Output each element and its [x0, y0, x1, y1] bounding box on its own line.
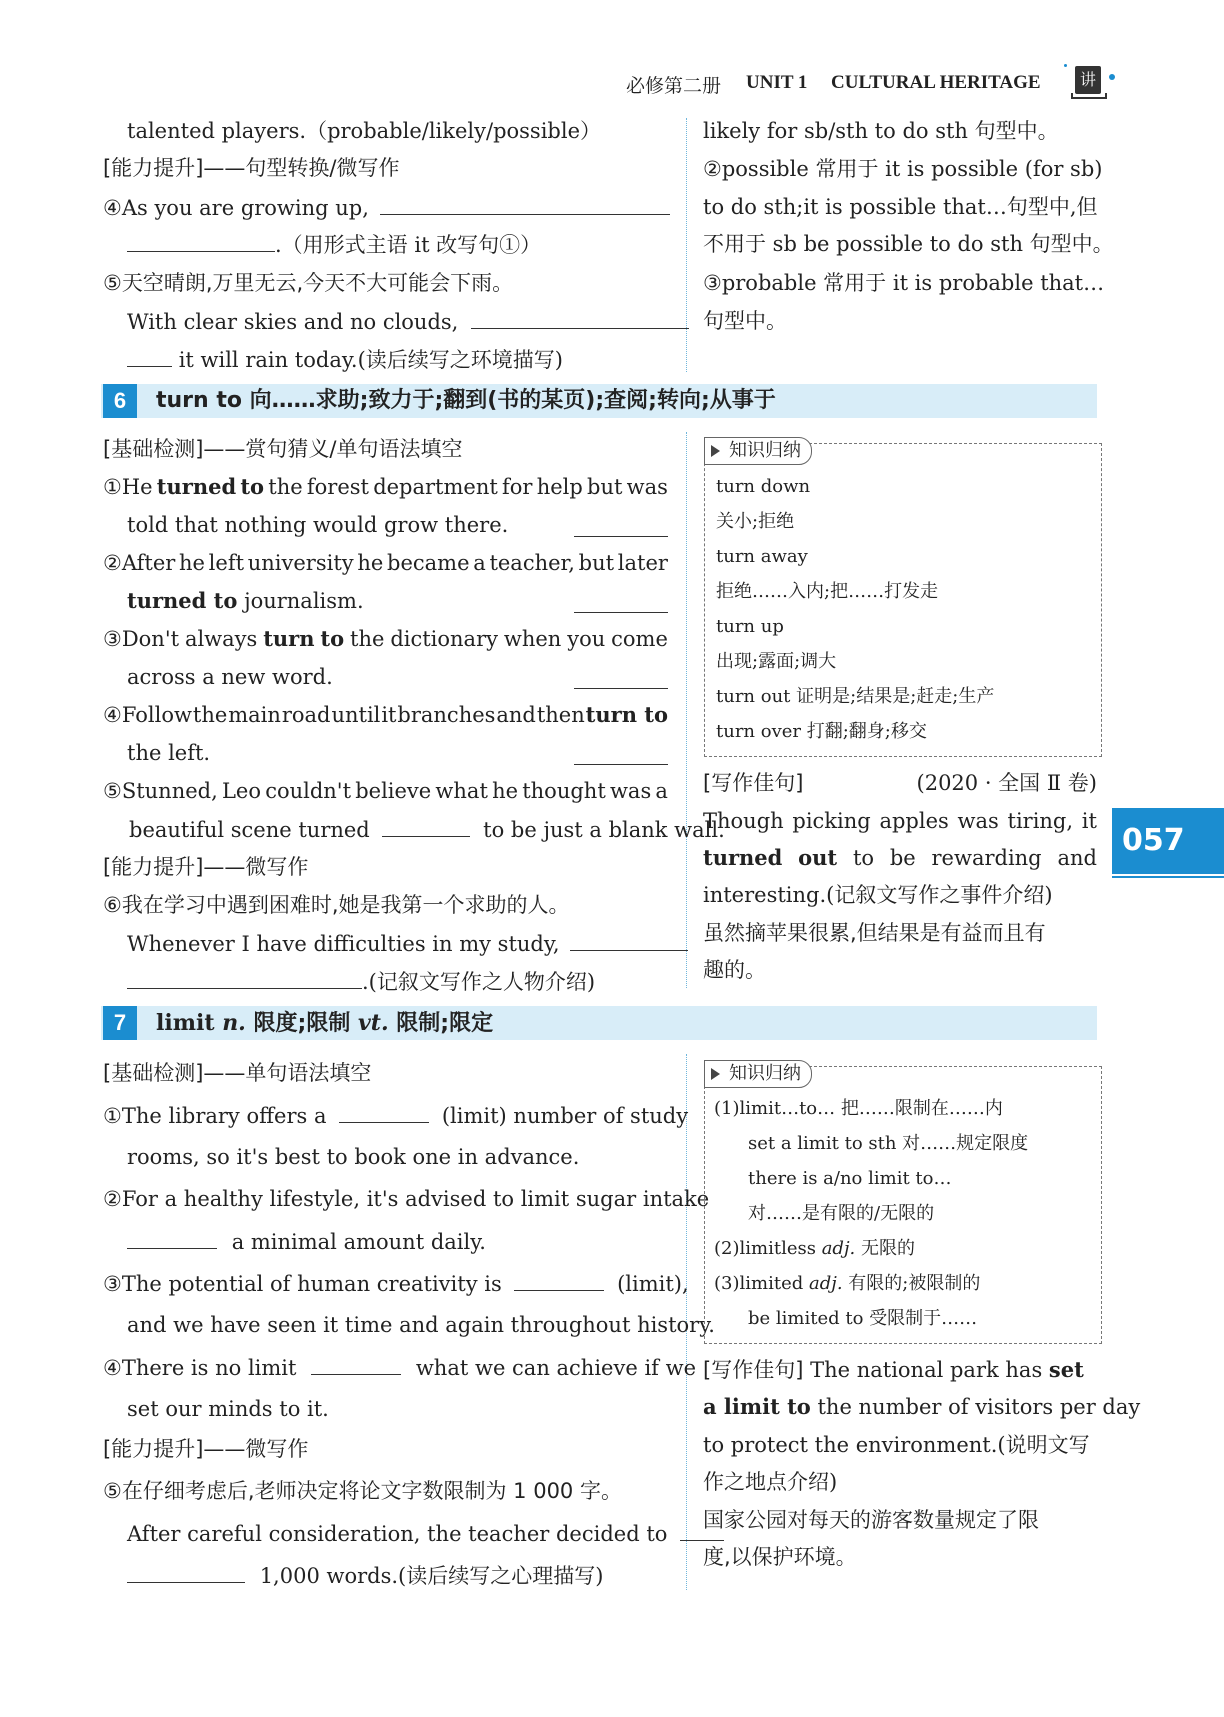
s7-q4-line: ④There is no limit what we can achieve if we [103, 1352, 696, 1383]
top-left-q4 [103, 192, 670, 223]
s7-writing-line-4: 作之地点介绍) [703, 1470, 838, 1494]
s6-writing-line-4: interesting.(记叙文写作之事件介绍) [703, 883, 1053, 907]
top-right-line-3: to do sth;it is possible that…句型中,但 [703, 195, 1098, 219]
s6-knowledge-line: turn over 打翻;翻身;移交 [716, 721, 927, 742]
answer-blank[interactable] [127, 344, 172, 367]
play-triangle-icon [711, 445, 720, 457]
s7-q1-cont: rooms, so it's best to book one in advance. [127, 1145, 580, 1169]
answer-blank[interactable] [471, 306, 689, 329]
s6-knowledge-line: turn away [716, 546, 808, 567]
top-right-line-1: likely for sb/sth to do sth 句型中。 [703, 119, 1059, 143]
s6-knowledge-line: turn up [716, 616, 784, 637]
q4-note: .（用形式主语 it 改写句①） [275, 233, 542, 257]
s6-basic-label: [基础检测]——赏句猜义/单句语法填空 [103, 437, 463, 461]
q5-text: With clear skies and no clouds, [127, 310, 459, 334]
answer-blank[interactable] [127, 1226, 217, 1249]
answer-blank[interactable] [574, 742, 668, 765]
answer-blank[interactable] [339, 1100, 429, 1123]
top-left-line-1: talented players.（probable/likely/possible） [127, 119, 602, 143]
top-left-q4-cont [127, 229, 541, 260]
answer-blank[interactable] [311, 1352, 401, 1375]
s7-writing-line-6: 度,以保护环境。 [703, 1545, 857, 1569]
header-dot-icon [1109, 74, 1115, 80]
s7-knowledge-line: set a limit to sth 对……规定限度 [748, 1133, 1029, 1154]
top-right-line-5: ③probable 常用于 it is probable that… [703, 271, 1105, 295]
section-7-number: 7 [103, 1006, 137, 1040]
s6-writing-line-5: 虽然摘苹果很累,但结果是有益而且有 [703, 921, 1046, 945]
header-book: 必修第二册 [626, 75, 722, 97]
s6-q3-cont: across a new word. [127, 665, 333, 689]
top-left-q5-en [127, 306, 689, 337]
s7-knowledge-tag: 知识归纳 [704, 1060, 812, 1088]
answer-blank[interactable] [514, 1268, 604, 1291]
top-left-q5: ⑤天空晴朗,万里无云,今天不大可能会下雨。 [103, 271, 514, 295]
answer-blank[interactable] [382, 814, 470, 837]
s7-writing-line-3: to protect the environment.(说明文写 [703, 1433, 1090, 1457]
s7-writing-line-5: 国家公园对每天的游客数量规定了限 [703, 1508, 1039, 1532]
s6-q5-cont: beautiful scene turned to be just a blank wall. [129, 814, 725, 845]
s7-q5-cn: ⑤在仔细考虑后,老师决定将论文字数限制为 1 000 字。 [103, 1479, 622, 1503]
s7-knowledge-line: be limited to 受限制于…… [748, 1308, 978, 1329]
top-left-label: [能力提升]——句型转换/微写作 [103, 156, 400, 180]
s7-writing-line-2: a limit to the number of visitors per day [703, 1394, 1141, 1419]
header-badge-text: 讲 [1079, 70, 1096, 89]
s6-q3-line: ③Don't always turn to the dictionary when you come [103, 626, 668, 651]
s7-knowledge-line: there is a/no limit to… [748, 1168, 952, 1189]
s7-q3-line: ③The potential of human creativity is (limit), [103, 1268, 689, 1299]
s7-q3-cont: and we have seen it time and again throughout history. [127, 1313, 715, 1337]
s7-q5-en: After careful consideration, the teacher decided to [127, 1518, 724, 1549]
q4-text: ④As you are growing up, [103, 196, 369, 220]
s7-q5-cont: 1,000 words.(读后续写之心理描写) [127, 1560, 603, 1591]
answer-blank[interactable] [574, 514, 668, 537]
s6-knowledge-line: 关小;拒绝 [716, 511, 795, 532]
s7-knowledge-line: (3)limited adj. 有限的;被限制的 [714, 1273, 981, 1294]
s6-q2-line: ②After he left university he became a teacher, but later [103, 551, 668, 575]
s7-q2-cont: a minimal amount daily. [127, 1226, 486, 1257]
s6-q4-line: ④Follow the main road until it branches and then turn to [103, 702, 668, 727]
answer-blank[interactable] [127, 966, 362, 989]
page-number: 057 [1122, 823, 1185, 858]
top-right-line-4: 不用于 sb be possible to do sth 句型中。 [703, 232, 1114, 256]
s6-q6-cont: .(记叙文写作之人物介绍) [127, 966, 595, 997]
s7-writing-label: [写作佳句] [703, 1358, 804, 1382]
s6-q6-cn: ⑥我在学习中遇到困难时,她是我第一个求助的人。 [103, 893, 570, 917]
s6-writing-line-6: 趣的。 [703, 958, 766, 982]
s7-basic-label: [基础检测]——单句语法填空 [103, 1061, 372, 1085]
top-right-line-2: ②possible 常用于 it is possible (for sb) [703, 157, 1103, 181]
s6-q1-cont: told that nothing would grow there. [127, 513, 509, 537]
section-6-title: turn to 向……求助;致力于;翻到(书的某页);查阅;转向;从事于 [156, 388, 776, 413]
header-unit: UNIT 1 [746, 72, 808, 93]
s6-q1-line: ①He turned to the forest department for help but was [103, 474, 668, 499]
s6-writing-line-1 [703, 768, 1097, 798]
s6-knowledge-line: turn out 证明是;结果是;赶走;生产 [716, 686, 995, 707]
top-left-q5-cont [127, 344, 563, 375]
answer-blank[interactable] [574, 590, 668, 613]
header-dot-small-icon [1064, 64, 1067, 67]
answer-blank[interactable] [570, 928, 688, 951]
s6-knowledge-line: turn down [716, 476, 811, 497]
s7-q4-cont: set our minds to it. [127, 1397, 329, 1421]
page-number-tab [1112, 808, 1224, 874]
answer-blank[interactable] [127, 229, 275, 252]
s6-writing-source: (2020 · 全国 Ⅱ 卷) [916, 771, 1097, 795]
section-7-title: limit n. 限度;限制 vt. 限制;限定 [156, 1010, 494, 1036]
s6-q2-cont: turned to journalism. [127, 588, 364, 613]
s6-writing-line-3: turned out to be rewarding and [703, 845, 1097, 870]
top-right-line-6: 句型中。 [703, 309, 787, 333]
s6-adv-label: [能力提升]——微写作 [103, 855, 309, 879]
header-unit-title: CULTURAL HERITAGE [831, 72, 1041, 93]
answer-blank[interactable] [380, 192, 670, 215]
page-number-underline [1112, 876, 1224, 878]
s7-adv-label: [能力提升]——微写作 [103, 1437, 309, 1461]
s7-knowledge-line: (2)limitless adj. 无限的 [714, 1238, 915, 1259]
s7-knowledge-line: (1)limit…to… 把……限制在……内 [714, 1098, 1003, 1119]
s6-knowledge-line: 出现;露面;调大 [716, 651, 837, 672]
s6-q5-line: ⑤Stunned, Leo couldn't believe what he thought was a [103, 779, 668, 803]
q5-note: it will rain today.(读后续写之环境描写) [178, 348, 563, 372]
s6-knowledge-tag: 知识归纳 [704, 437, 812, 465]
s6-knowledge-line: 拒绝……入内;把……打发走 [716, 581, 939, 602]
header-badge [1075, 66, 1101, 94]
s7-knowledge-line: 对……是有限的/无限的 [748, 1203, 935, 1224]
play-triangle-icon [711, 1068, 720, 1080]
s7-writing-line-1: [写作佳句] The national park has set [703, 1357, 1084, 1382]
s6-writing-label: [写作佳句] [703, 771, 804, 795]
s6-q4-cont: the left. [127, 741, 211, 765]
s6-writing-line-2: Though picking apples was tiring, it [703, 809, 1097, 833]
answer-blank[interactable] [574, 666, 668, 689]
s7-q1-line: ①The library offers a (limit) number of study [103, 1100, 688, 1131]
s7-q2-line: ②For a healthy lifestyle, it's advised to limit sugar intake [103, 1187, 710, 1211]
s6-q6-en: Whenever I have difficulties in my study, [127, 928, 688, 959]
column-divider-s6 [686, 432, 687, 988]
header-badge-book-icon [1071, 93, 1107, 99]
answer-blank[interactable] [127, 1560, 245, 1583]
section-6-number: 6 [103, 384, 137, 418]
